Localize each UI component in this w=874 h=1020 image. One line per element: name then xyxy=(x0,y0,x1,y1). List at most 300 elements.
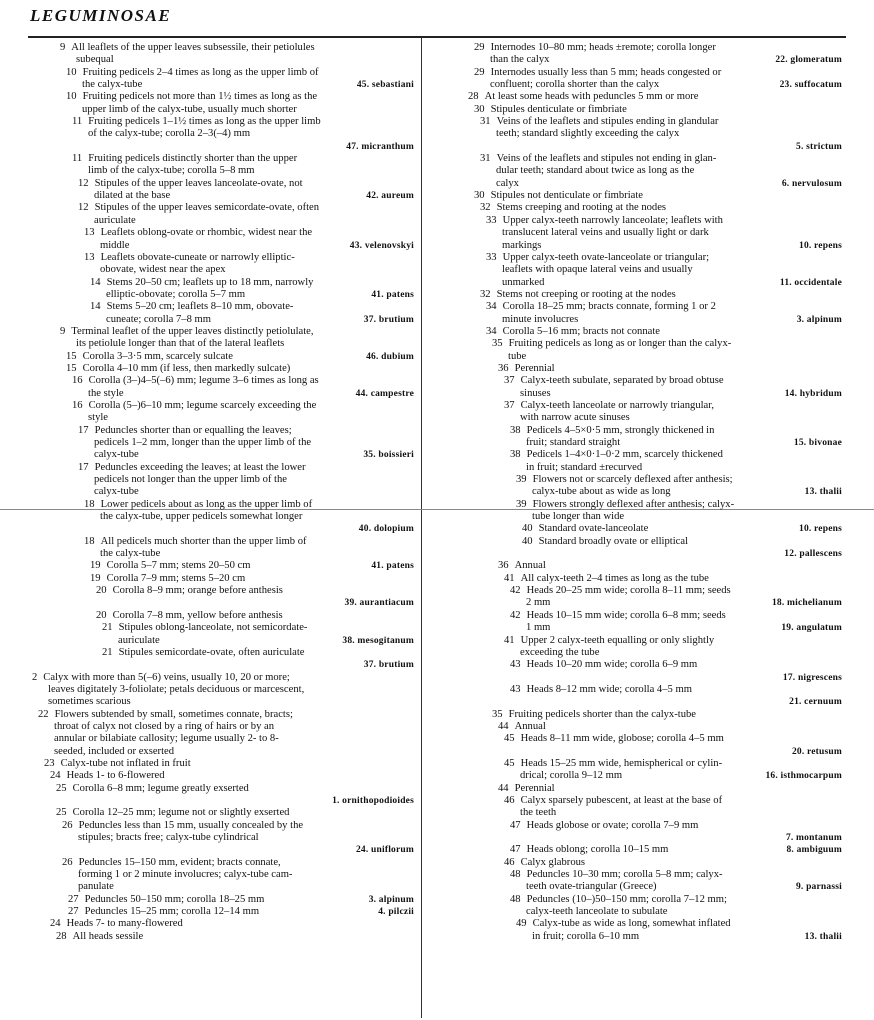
key-entry xyxy=(28,906,414,918)
taxon-name: 9. parnassi xyxy=(795,882,842,893)
taxon-name: 6. nervulosum xyxy=(781,178,842,189)
key-entry xyxy=(462,573,842,585)
couplet-number: 10 xyxy=(66,91,77,103)
entry-text: Internodes usually less than 5 mm; heads congested or xyxy=(490,66,722,78)
taxon-name: 10. repens xyxy=(799,524,842,535)
entry-continuation: throat of calyx not closed by a ring of hairs or by an xyxy=(54,720,275,732)
entry-text: Calyx glabrous xyxy=(520,856,586,868)
taxon-name: 44. campestre xyxy=(355,388,414,399)
entry-continuation: pedicels 1–2 mm, longer than the upper limb of the xyxy=(94,437,312,448)
key-entry xyxy=(28,91,414,116)
couplet-number: 20 xyxy=(96,585,107,597)
taxon-name: 18. michelianum xyxy=(771,598,842,609)
entry-text: Peduncles 15–25 mm; corolla 12–14 mm xyxy=(84,906,260,918)
entry-text: Internodes 10–80 mm; heads ±remote; corolla longer xyxy=(490,42,716,53)
key-entry xyxy=(28,227,414,252)
key-entry xyxy=(28,894,414,906)
entry-continuation: calyx-tube xyxy=(94,486,139,498)
key-entry xyxy=(462,795,842,820)
entry-text: Calyx-teeth subulate, separated by broad obtuse xyxy=(520,375,724,387)
entry-continuation: than the calyx xyxy=(490,54,550,66)
couplet-number: 21 xyxy=(102,622,113,634)
entry-continuation: upper limb of the calyx-tube, usually much shorter xyxy=(82,103,297,115)
entry-text: All calyx-teeth 2–4 times as long as the tube xyxy=(520,572,709,584)
entry-continuation: sometimes scarious xyxy=(48,696,131,708)
entry-continuation: pedicels not longer than the upper limb of the xyxy=(94,474,287,486)
entry-continuation xyxy=(480,141,842,153)
entry-text: Veins of the leaflets and stipules ending in glandular xyxy=(496,116,719,128)
couplet-number: 46 xyxy=(504,856,515,868)
taxon-name: 3. alpinum xyxy=(368,894,414,905)
couplet-number: 31 xyxy=(480,116,491,128)
entry-text: Perennial xyxy=(514,362,555,374)
couplet-number: 17 xyxy=(78,424,89,436)
taxon-name: 23. suffocatum xyxy=(779,80,842,91)
taxon-name: 43. velenovskyi xyxy=(349,240,414,251)
key-entry xyxy=(462,153,842,190)
taxon-name: 7. montanum xyxy=(785,833,842,843)
entry-text: Corolla (3–)4–5(–6) mm; legume 3–6 times as long as xyxy=(88,375,319,387)
key-entry xyxy=(462,190,842,202)
taxon-name: 15. bivonae xyxy=(793,438,842,448)
taxon-name: 1. ornithopodioides xyxy=(332,795,414,806)
couplet-number: 29 xyxy=(474,42,485,53)
key-entry xyxy=(462,104,842,116)
entry-continuation: minute involucres xyxy=(502,313,579,325)
taxon-name: 20. retusum xyxy=(791,746,842,757)
entry-continuation: calyx xyxy=(496,177,519,189)
key-entry xyxy=(462,499,842,524)
entry-text: Peduncles 50–150 mm; corolla 18–25 mm xyxy=(84,893,265,905)
key-entry xyxy=(462,820,842,845)
key-entry xyxy=(462,215,842,252)
entry-continuation: the calyx-tube xyxy=(100,548,161,560)
key-entry xyxy=(28,462,414,499)
key-entry xyxy=(28,425,414,462)
key-entry xyxy=(28,647,414,672)
taxon-name: 16. isthmocarpum xyxy=(765,771,842,782)
entry-continuation: 1 mm xyxy=(526,622,551,634)
entry-continuation: 2 mm xyxy=(526,597,551,609)
entry-continuation: leaflets with opaque lateral veins and usually xyxy=(502,264,693,276)
entry-continuation: sinuses xyxy=(520,387,551,399)
entry-continuation: exceeding the tube xyxy=(520,646,600,658)
entry-continuation: of the calyx-tube; corolla 2–3(–4) mm xyxy=(88,128,251,140)
couplet-number: 44 xyxy=(498,782,509,794)
taxon-name: 41. patens xyxy=(371,561,414,572)
taxon-name: 35. boissieri xyxy=(363,450,414,461)
entry-continuation: calyx-teeth lanceolate to subulate xyxy=(526,906,668,918)
entry-text: Fruiting pedicels shorter than the calyx-tube xyxy=(508,708,696,720)
entry-text: Corolla 6–8 mm; legume greatly exserted xyxy=(72,782,249,794)
entry-text: Stipules denticulate or fimbriate xyxy=(490,103,627,115)
entry-text: Corolla 12–25 mm; legume not or slightly exserted xyxy=(72,807,290,819)
taxon-name: 12. pallescens xyxy=(784,549,842,560)
taxon-name: 47. micranthum xyxy=(346,141,414,152)
entry-text: Peduncles less than 15 mm, usually concealed by the xyxy=(78,819,304,831)
key-entry xyxy=(462,326,842,338)
entry-text: Standard ovate-lanceolate xyxy=(538,523,649,535)
entry-text: All pedicels much shorter than the upper limb of xyxy=(100,535,307,547)
entry-text: Heads 8–11 mm wide, globose; corolla 4–5 mm xyxy=(520,733,724,745)
key-entry xyxy=(462,659,842,684)
couplet-number: 27 xyxy=(68,906,79,918)
couplet-number: 49 xyxy=(516,918,527,930)
entry-continuation: middle xyxy=(100,239,130,251)
couplet-number: 34 xyxy=(486,301,497,313)
key-entry xyxy=(462,67,842,92)
entry-continuation: annular or bilabiate callosity; legume usually 2- to 8- xyxy=(54,733,279,745)
entry-text: Stems 5–20 cm; leaflets 8–10 mm, obovate- xyxy=(106,301,294,313)
entry-continuation: forming 1 or 2 minute involucres; calyx-tube cam- xyxy=(78,869,293,881)
entry-continuation: teeth; standard slightly exceeding the calyx xyxy=(496,128,680,140)
couplet-number: 18 xyxy=(84,498,95,510)
couplet-number: 42 xyxy=(510,609,521,621)
entry-continuation: confluent; corolla shorter than the calyx xyxy=(490,79,660,91)
couplet-number: 28 xyxy=(56,930,67,942)
entry-text: Flowers not or scarcely deflexed after anthesis; xyxy=(532,474,733,486)
couplet-number: 22 xyxy=(38,708,49,720)
taxon-name: 24. uniflorum xyxy=(355,845,414,856)
couplet-number: 39 xyxy=(516,474,527,486)
taxon-name: 22. glomeratum xyxy=(775,55,842,66)
couplet-number: 36 xyxy=(498,560,509,572)
entry-continuation: calyx-tube about as wide as long xyxy=(532,486,671,498)
couplet-number: 10 xyxy=(66,66,77,78)
entry-text: Annual xyxy=(514,720,546,732)
couplet-number: 44 xyxy=(498,720,509,732)
entry-text: Annual xyxy=(514,560,546,572)
taxon-name: 40. dolopium xyxy=(358,524,414,535)
entry-text: Upper 2 calyx-teeth equalling or only slightly xyxy=(520,634,715,646)
couplet-number: 24 xyxy=(50,770,61,782)
key-entry xyxy=(462,363,842,375)
entry-text: Fruiting pedicels as long as or longer than the calyx- xyxy=(508,338,732,350)
taxon-name: 3. alpinum xyxy=(796,314,842,325)
key-entry xyxy=(462,474,842,499)
entry-text: Corolla 8–9 mm; orange before anthesis xyxy=(112,585,283,597)
couplet-number: 17 xyxy=(78,461,89,473)
key-entry xyxy=(28,178,414,203)
couplet-number: 12 xyxy=(78,177,89,189)
couplet-number: 24 xyxy=(50,918,61,930)
key-entry xyxy=(28,375,414,400)
key-entry xyxy=(462,684,842,709)
key-entry xyxy=(462,758,842,783)
key-entry xyxy=(462,91,842,103)
key-entry xyxy=(462,449,842,474)
entry-continuation: elliptic-obovate; corolla 5–7 mm xyxy=(106,288,246,300)
entry-continuation: style xyxy=(88,412,109,424)
entry-text: Upper calyx-teeth narrowly lanceolate; leaflets with xyxy=(502,214,723,226)
couplet-number: 18 xyxy=(84,535,95,547)
entry-text: Stipules of the upper leaves lanceolate-ovate, not xyxy=(94,177,303,189)
taxon-name: 42. aureum xyxy=(366,191,414,202)
entry-continuation: seeded, included or exserted xyxy=(54,745,175,757)
entry-text: Fruiting pedicels 1–1½ times as long as the upper limb xyxy=(88,116,321,128)
couplet-number: 14 xyxy=(90,276,101,288)
key-entry xyxy=(462,918,842,943)
entry-text: Peduncles 15–150 mm, evident; bracts connate, xyxy=(78,856,281,868)
couplet-number: 15 xyxy=(66,362,77,374)
couplet-number: 41 xyxy=(504,634,515,646)
key-entry xyxy=(462,894,842,919)
key-entry xyxy=(462,857,842,869)
header-rule xyxy=(28,36,846,38)
entry-text: Calyx sparsely pubescent, at least at the base of xyxy=(520,794,723,806)
couplet-number: 32 xyxy=(480,288,491,300)
entry-text: Heads 15–25 mm wide, hemispherical or cylin- xyxy=(520,757,723,769)
couplet-number: 40 xyxy=(522,523,533,535)
entry-text: Corolla 5–7 mm; stems 20–50 cm xyxy=(106,560,251,572)
entry-continuation: auriculate xyxy=(94,214,136,226)
key-entry xyxy=(28,573,414,585)
entry-text: Flowers strongly deflexed after anthesis; calyx- xyxy=(532,498,735,510)
key-entry xyxy=(28,758,414,770)
couplet-number: 37 xyxy=(504,399,515,411)
taxon-name: 21. cernuum xyxy=(789,697,842,708)
couplet-number: 41 xyxy=(504,572,515,584)
couplet-number: 46 xyxy=(504,794,515,806)
entry-text: Corolla 7–8 mm, yellow before anthesis xyxy=(112,609,283,621)
key-entry xyxy=(28,585,414,610)
key-entry xyxy=(462,252,842,289)
couplet-number: 13 xyxy=(84,251,95,263)
key-entry xyxy=(28,326,414,351)
key-entry xyxy=(28,42,414,67)
couplet-number: 9 xyxy=(60,42,66,53)
entry-continuation: in fruit; corolla 6–10 mm xyxy=(532,930,640,942)
entry-continuation: obovate, widest near the apex xyxy=(100,264,226,276)
couplet-number: 21 xyxy=(102,646,113,658)
key-entry xyxy=(28,116,414,153)
couplet-number: 31 xyxy=(480,153,491,165)
entry-text: Corolla 4–10 mm (if less, then markedly sulcate) xyxy=(82,362,291,374)
entry-text: Leaflets obovate-cuneate or narrowly elliptic- xyxy=(100,251,295,263)
key-entry xyxy=(28,252,414,277)
entry-text: Stems not creeping or rooting at the nodes xyxy=(496,288,676,300)
entry-continuation: teeth ovate-triangular (Greece) xyxy=(526,881,657,893)
key-entry xyxy=(462,560,842,572)
left-key-column xyxy=(28,42,414,943)
taxon-name: 10. repens xyxy=(799,240,842,251)
entry-text: Stipules oblong-lanceolate, not semicordate- xyxy=(118,622,308,634)
entry-continuation: its petiolule longer than that of the lateral leaflets xyxy=(76,338,285,350)
key-entry xyxy=(462,844,842,856)
taxon-name: 8. ambiguum xyxy=(786,845,842,856)
entry-text: All heads sessile xyxy=(72,930,144,942)
key-entry xyxy=(462,536,842,561)
entry-continuation: subequal xyxy=(76,54,114,66)
entry-text: Heads 20–25 mm wide; corolla 8–11 mm; seeds xyxy=(526,585,731,597)
key-entry xyxy=(28,820,414,857)
couplet-number: 43 xyxy=(510,683,521,695)
entry-continuation: unmarked xyxy=(502,276,545,288)
key-entry xyxy=(28,610,414,622)
entry-text: Calyx-tube not inflated in fruit xyxy=(60,757,191,769)
entry-text: Peduncles (10–)50–150 mm; corolla 7–12 mm; xyxy=(526,893,727,905)
entry-continuation: fruit; standard straight xyxy=(526,437,621,448)
entry-text: Corolla 5–16 mm; bracts not connate xyxy=(502,325,660,337)
taxon-name: 14. hybridum xyxy=(784,388,842,399)
entry-continuation: the calyx-tube, upper pedicels somewhat longer xyxy=(100,511,303,523)
entry-text: Heads oblong; corolla 10–15 mm xyxy=(526,844,669,856)
entry-text: Calyx with more than 5(–6) veins, usually 10, 20 or more; xyxy=(43,671,290,683)
taxon-name: 5. strictum xyxy=(796,141,842,152)
entry-continuation: leaves digitately 3-foliolate; petals deciduous or marcescent, xyxy=(48,683,305,695)
couplet-number: 16 xyxy=(72,375,83,387)
taxon-name: 45. sebastiani xyxy=(356,80,414,91)
couplet-number: 14 xyxy=(90,301,101,313)
taxon-name: 46. dubium xyxy=(366,351,414,362)
entry-text: All leaflets of the upper leaves subsessile, their petiolules xyxy=(71,42,315,53)
key-entry xyxy=(462,338,842,363)
entry-continuation: in fruit; standard ±recurved xyxy=(526,461,643,473)
couplet-number: 20 xyxy=(96,609,107,621)
column-divider xyxy=(421,38,422,1018)
couplet-number: 16 xyxy=(72,399,83,411)
key-entry xyxy=(462,869,842,894)
couplet-number: 33 xyxy=(486,214,497,226)
key-entry xyxy=(28,783,414,808)
couplet-number: 36 xyxy=(498,362,509,374)
couplet-number: 29 xyxy=(474,66,485,78)
key-entry xyxy=(462,635,842,660)
couplet-number: 2 xyxy=(32,671,38,683)
couplet-number: 40 xyxy=(522,535,533,547)
entry-text: Fruiting pedicels not more than 1½ times as long as the xyxy=(82,91,318,103)
taxon-name: 37. brutium xyxy=(363,660,414,671)
entry-continuation: panulate xyxy=(78,881,114,893)
key-entry xyxy=(462,375,842,400)
entry-continuation: tube longer than wide xyxy=(532,511,625,523)
key-entry xyxy=(462,585,842,610)
entry-text: Peduncles exceeding the leaves; at least the lower xyxy=(94,461,306,473)
entry-text: Corolla 18–25 mm; bracts connate, forming 1 or 2 xyxy=(502,301,716,313)
entry-text: Pedicels 4–5×0·5 mm, strongly thickened in xyxy=(526,424,715,436)
couplet-number: 48 xyxy=(510,893,521,905)
couplet-number: 43 xyxy=(510,659,521,671)
entry-text: Heads 8–12 mm wide; corolla 4–5 mm xyxy=(526,683,692,695)
entry-text: Flowers subtended by small, sometimes connate, bracts; xyxy=(54,708,293,720)
couplet-number: 45 xyxy=(504,733,515,745)
entry-text: Corolla 3–3·5 mm, scarcely sulcate xyxy=(82,350,233,362)
entry-text: Heads 7- to many-flowered xyxy=(66,918,183,930)
entry-text: Fruiting pedicels distinctly shorter than the upper xyxy=(88,153,298,165)
key-entry xyxy=(28,277,414,302)
entry-continuation: drical; corolla 9–12 mm xyxy=(520,770,623,782)
entry-continuation: calyx-tube xyxy=(94,449,139,461)
taxon-name: 19. angulatum xyxy=(781,623,842,634)
couplet-number: 34 xyxy=(486,325,497,337)
entry-continuation: auriculate xyxy=(118,634,160,646)
entry-text: Corolla 7–9 mm; stems 5–20 cm xyxy=(106,572,246,584)
key-entry xyxy=(28,931,414,943)
right-key-column xyxy=(462,42,842,943)
entry-continuation: the calyx-tube xyxy=(82,79,143,91)
entry-text: Perennial xyxy=(514,782,555,794)
entry-text: Stems 20–50 cm; leaflets up to 18 mm, narrowly xyxy=(106,276,314,288)
key-entry xyxy=(28,499,414,536)
couplet-number: 35 xyxy=(492,708,503,720)
couplet-number: 27 xyxy=(68,893,79,905)
entry-continuation: dular teeth; standard about twice as long as the xyxy=(496,165,695,177)
entry-text: Leaflets oblong-ovate or rhombic, widest near the xyxy=(100,227,313,239)
key-entry xyxy=(462,610,842,635)
taxon-name: 13. thalii xyxy=(804,931,842,942)
key-entry xyxy=(28,363,414,375)
entry-text: Peduncles shorter than or equalling the leaves; xyxy=(94,424,292,436)
entry-continuation: the style xyxy=(88,387,124,399)
key-entry xyxy=(28,202,414,227)
key-entry xyxy=(462,721,842,733)
couplet-number: 38 xyxy=(510,424,521,436)
key-entry xyxy=(462,400,842,425)
page-header-title: LEGUMINOSAE xyxy=(30,6,172,25)
entry-text: Pedicels 1–4×0·1–0·2 mm, scarcely thickened xyxy=(526,449,723,461)
entry-text: Calyx-tube as wide as long, somewhat inflated xyxy=(532,918,731,930)
entry-continuation: markings xyxy=(502,239,542,251)
couplet-number: 48 xyxy=(510,869,521,881)
couplet-number: 47 xyxy=(510,844,521,856)
entry-text: Heads 10–20 mm wide; corolla 6–9 mm xyxy=(526,659,698,671)
key-entry xyxy=(28,918,414,930)
couplet-number: 26 xyxy=(62,819,73,831)
entry-text: Heads 10–15 mm wide; corolla 6–8 mm; seeds xyxy=(526,609,726,621)
key-entry xyxy=(28,622,414,647)
taxon-name: 13. thalii xyxy=(804,487,842,498)
taxon-name: 11. occidentale xyxy=(779,277,842,288)
entry-text: Stipules of the upper leaves semicordate-ovate, often xyxy=(94,202,320,214)
couplet-number: 47 xyxy=(510,819,521,831)
key-entry xyxy=(28,709,414,758)
couplet-number: 45 xyxy=(504,757,515,769)
couplet-number: 37 xyxy=(504,375,515,387)
entry-text: Heads globose or ovate; corolla 7–9 mm xyxy=(526,819,699,831)
key-entry xyxy=(462,733,842,758)
key-entry xyxy=(28,857,414,894)
key-entry xyxy=(28,807,414,819)
entry-text: Upper calyx-teeth ovate-lanceolate or triangular; xyxy=(502,251,710,263)
entry-text: Standard broadly ovate or elliptical xyxy=(538,535,689,547)
taxon-name: 37. brutium xyxy=(363,314,414,325)
key-entry xyxy=(28,67,414,92)
key-entry xyxy=(28,770,414,782)
couplet-number: 25 xyxy=(56,782,67,794)
entry-continuation: the teeth xyxy=(520,807,557,819)
key-entry xyxy=(462,289,842,301)
couplet-number: 15 xyxy=(66,350,77,362)
couplet-number: 19 xyxy=(90,572,101,584)
entry-text: Heads 1- to 6-flowered xyxy=(66,770,165,782)
taxon-name: 38. mesogitanum xyxy=(342,635,414,646)
taxon-name: 4. pilczii xyxy=(378,907,414,918)
couplet-number: 39 xyxy=(516,498,527,510)
couplet-number: 11 xyxy=(72,116,83,128)
couplet-number: 38 xyxy=(510,449,521,461)
key-entry xyxy=(28,301,414,326)
entry-continuation: with narrow acute sinuses xyxy=(520,412,630,424)
couplet-number: 23 xyxy=(44,757,55,769)
entry-continuation: translucent lateral veins and usually light or dark xyxy=(502,227,709,239)
entry-text: Lower pedicels about as long as the upper limb of xyxy=(100,498,313,510)
entry-text: Corolla (5–)6–10 mm; legume scarcely exceeding the xyxy=(88,399,317,411)
couplet-number: 30 xyxy=(474,103,485,115)
couplet-number: 25 xyxy=(56,807,67,819)
taxon-name: 41. patens xyxy=(371,289,414,300)
entry-continuation: stipules; bracts free; calyx-tube cylindrical xyxy=(78,832,259,843)
entry-continuation: cuneate; corolla 7–8 mm xyxy=(106,313,212,325)
